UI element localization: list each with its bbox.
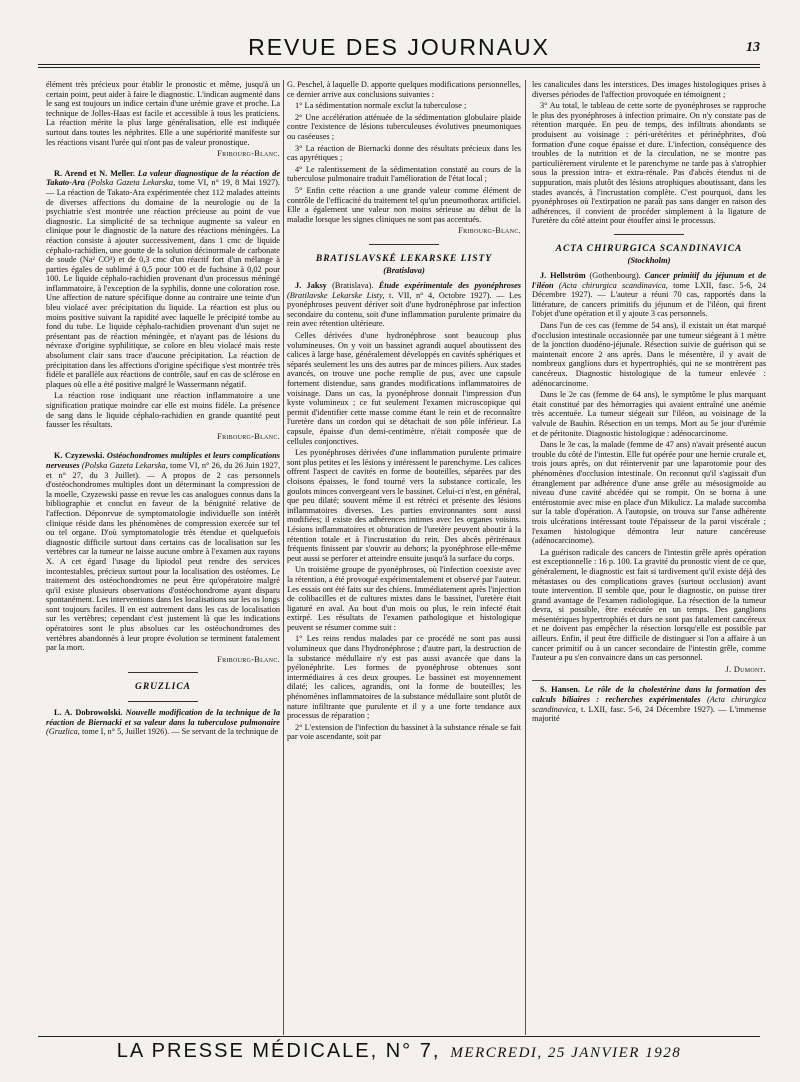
paragraph: 1° Les reins rendus malades par ce procédé ne sont pas aussi volumineux que dans l'hydronéphrose ; d'autre part, la destruction de la substance médullaire n'y est pas aussi avancée que dans la pyélonéphrite. Les formes de pyonéphrose obtenues sont intermédiaires à ces deux groupes. Le bassinet est moyennement dilaté; les calices, agrandis, ont la forme de bouteilles; les phénomènes inflammatoires de la substance médullaire sont plutôt de nature infiltrante que purulente et il y a une forte tendance aux processus de réparation ;	[287, 634, 521, 721]
article-source: (Bratilavske Lekarske Listy,	[287, 290, 385, 300]
author-signature: Fribourg-Blanc.	[217, 654, 280, 664]
paragraph: Les pyonéphroses dérivées d'une inflammation purulente primaire sont plus petites et les lésions y intéressent le parenchyme. Les calices offrent l'aspect de cavités en forme de bouteilles, séparées par des cloisons épaisses, le fond tourné vers la substance corticale, les goulots minces convergeant vers le bassinet. Celui-ci n'est, en général, que peu dilaté; souvent même il est rétréci et présente des lésions inflammatoires diverses. Les parties environnantes sont aussi modifiées; il existe des adhérences intimes avec les organes voisins. Lésions inflammatoires et obturation de l'uretère peuvent aboutir à la rétention totale et à l'incrustation du rein. Des abcès périrénaux fréquents finissent par s'ouvrir au dehors; la pyonéphrose elle-même peut aussi se perforer et atteindre ensuite jusqu'à la surface du corps.	[287, 448, 521, 563]
article-source: (Polska Gazeta Lekarska,	[81, 460, 168, 470]
paragraph: Dans le 3e cas, la malade (femme de 47 ans) n'avait présenté aucun trouble du côté de l'intestin. Elle fut opérée pour une hernie crurale et, trois jours après, on dut réintervenir par une laparotomie pour des phénomènes d'occlusion intestinale. On reconnut qu'il s'agissait d'un étranglement par adhérence d'une anse grêle au mésosigmoïde au niveau d'une cavité abcédée qui se rompit. On se borna à une entérostomie avec mise en place d'un Mikulicz. La malade succomba sur la table d'opération. A l'autopsie, on trouva sur l'anse adhérente trois ulcérations intéressant toute l'épaisseur de la paroi viscérale ; l'examen histologique démontra leur nature cancéreuse (adénocarcinome).	[532, 440, 766, 546]
paragraph: les canalicules dans les interstices. Des images histologiques prises à diverses périodes de l'affection provoquée en témoignent ;	[532, 80, 766, 99]
article-abstract	[287, 281, 521, 329]
article-author: R. Arend et N. Meller.	[54, 168, 135, 178]
journal-city: (Bratislava)	[383, 264, 425, 275]
paragraph: G. Peschel, à laquelle D. apporte quelques modifications personnelles, ce dernier arrive aux conclusions suivantes :	[287, 80, 521, 99]
article-author: L. A. Dobrowolski.	[54, 708, 123, 718]
running-title: REVUE DES JOURNAUX	[248, 34, 550, 60]
article-source: (Polska Gazeta Lekarska,	[87, 178, 176, 188]
paragraph: Dans le 2e cas (femme de 64 ans), le symptôme le plus marquant était constitué par des hémorragies qui avaient entraîné une anémie très accentuée. La tumeur siégeait sur l'iléon, au voisinage de la valvule de Bauhin. Résection en un temps. Mort au 5e jour d'urémie et de péritonite. Diagnostic histologique : adénocarcinome.	[532, 390, 766, 438]
article-source: (Acta chirurgica scandinavica,	[532, 695, 766, 714]
section-separator	[128, 701, 198, 702]
article-author: J. Hellström	[540, 271, 586, 281]
footer-journal: LA PRESSE MÉDICALE, N° 7,	[116, 1040, 441, 1062]
list-item: 2° Une accélération atténuée de la sédimentation globulaire plaide contre l'existence de lésions tuberculeuses évolutives pneumoniques ou caséeuses ;	[287, 112, 521, 141]
paragraph: élément très précieux pour établir le pronostic et même, jusqu'à un certain point, peut aider à faire le diagnostic. L'indican augmenté dans le sang est toujours un indice certain d'une urémie grave et proche. La technique de Jolles-Haas est facile et accessible à tous les praticiens. La réaction mérite la plus large généralisation, elle est indiquée surtout dans toutes les néphrites. Elle a une supériorité manifeste sur les réactions visant l'urée qui n'ont pas de valeur pronostique.	[46, 80, 280, 147]
article-body: tome LXII, fasc. 5-6, 24 Décembre 1927). — L'auteur a réuni 70 cas, rapportés dans la littérature, de cancers primitifs du jéjunum et de l'iléon, qui firent l'objet d'une opération et il y ajoute 3 cas personnels.	[532, 280, 767, 319]
section-separator	[128, 672, 198, 673]
article-source: (Gruzlica,	[46, 727, 80, 737]
footer-date: MERCREDI, 25 JANVIER 1928	[450, 1045, 682, 1061]
footer-rule	[38, 1036, 760, 1037]
section-separator	[614, 234, 684, 235]
article-title: Ostéochondromes multiples et leurs complications nerveuses	[46, 451, 280, 470]
column-divider	[525, 80, 526, 1035]
article-body: tome I, n° 5, Juillet 1926). — Se servant de la technique de	[81, 727, 279, 737]
article-body: tome VI, n° 26, du 26 Juin 1927, et n° 27, du 3 Juillet). — A propos de 2 cas personnels d'ostéochondromes multiples dont un déterminant la compression de la moelle, Czyzewski passe en revue les cas analogues connus dans la bibliographie et conclut en faveur de la bénignité relative de l'affection. Déponrvue de symptomatologie individuelle son intérêt clinique réside dans les phénomènes de compression exercée sur tel ou tel organe. D'où symptomatologie très étendue et quelquefois diagnostic difficile surtout dans certains cas de localisation sur les vertèbres car la tumeur ne laisse aucune ombre à l'examen aux rayons X. A cet égard l'usage du lipiodol peut rendre des services incontestables, précieux surtout pour la localisation des ostéomes. Le traitement des ostéochondromes ne peut être qu'opératoire malgré qu'il existe plusieurs observations d'ostéochondrome ayant disparu spontanément. Les interventions dans les localisations sur les os longs sont toujours faciles. Il en est autrement dans les cas de localisation sur les vertèbres; cependant c'est justement là que les indications opératoires sont le plus absolues car les ostéochondromes des vertèbres abandonnés à leur propre évolution se terminent fatalement par la mort.	[46, 460, 281, 653]
paragraph: 3° Au total, le tableau de cette sorte de pyonéphroses se rapproche le plus des pyonéphroses à infection primaire. On n'y constate pas de rétention marquée. En peu de temps, des infiltrats abondants se produisent au voisinage : péri-urétérites et périnéphrites, d'où formation d'une coque épaisse et dure. L'infection, conséquence des troubles de la nutrition et de la circulation, ne se montre pas particulièrement virulente et le parenchyme ne tarde pas à s'atrophier sous la pression intra- et extra-rénale. Pas d'abcès étendus ni de suppuration, mais plutôt des lésions atrophiques aboutissant, dans les stades avancés, à l'incrustation complète. C'est pourquoi, dans les pyonéphroses où l'extirpation ne paraît pas sans danger en raison des adhérences, il convient de procéder simplement à la ligature de l'uretère du côté atteint pour étouffer ainsi le processus.	[532, 101, 766, 226]
paragraph: La réaction rose indiquant une réaction inflammatoire a une signification pratique moindre car elle est moins fidèle. La présence de sang dans le liquide céphalo-rachidien en grande quantité peut fausser les résultats.	[46, 391, 280, 430]
header-rule	[38, 64, 760, 65]
article-abstract	[532, 685, 766, 723]
page-header	[38, 30, 760, 60]
author-signature: Fribourg-Blanc.	[217, 431, 280, 441]
page-footer	[38, 1040, 760, 1068]
page-number: 13	[746, 40, 760, 55]
article-abstract	[46, 451, 280, 652]
article-title: Nouvelle modification de la technique de la réaction de Biernacki et sa valeur dans la tuberculose pulmonaire	[46, 708, 281, 727]
column-2	[287, 80, 521, 744]
article-author: S. Hansen.	[540, 685, 580, 695]
article-body: t. VII, n° 4, Octobre 1927). — Les pyonéphroses peuvent dériver soit d'une hydronéphrose par infection secondaire du contenu, soit d'une inflammation purulente primaire du rein avec rétention ultérieure.	[287, 290, 522, 329]
list-item: 5° Enfin cette réaction a une grande valeur comme élément de contrôle de l'efficacité du traitement tel qu'un pneumothorax artificiel. Elle a également une valeur non moins sérieuse au début de la maladie lorsque les signes cliniques ne sont pas accentués.	[287, 185, 521, 224]
list-item: 4° Le ralentissement de la sédimentation constaté au cours de la tuberculose pulmonaire traduit l'amélioration de l'état local ;	[287, 164, 521, 184]
paragraph: 2° L'extension de l'infection du bassinet à la substance rénale se fait par voie ascendante, soit par	[287, 722, 521, 742]
journal-heading: GRUZLICA	[134, 682, 192, 693]
article-author: J. Jaksy	[295, 281, 327, 291]
article-title: La valeur diagnostique de la réaction de Takato-Ara	[46, 168, 281, 188]
section-separator	[532, 680, 766, 681]
column-3	[532, 80, 766, 726]
header-rule-double	[38, 67, 760, 68]
paragraph: Dans l'un de ces cas (femme de 54 ans), il existait un état marqué d'occlusion intestinale occasionnée par une tumeur siégeant à 1 mètre de la jonction duodéno-jéjunale. Résection suivie de guérison qui se maintenait encore 2 ans après. Dans le mésentère, il y avait de nombreux ganglions durs et hypertrophiés, qui ne se montrèrent pas cancéreux. Diagnostic histologique de la tumeur enlevée : adénocarcinome.	[532, 321, 766, 388]
section-separator	[369, 244, 439, 245]
article-author: K. Czyzewski.	[54, 451, 105, 461]
column-divider	[283, 80, 284, 1035]
journal-city: (Stockholm)	[627, 254, 671, 265]
article-abstract	[46, 169, 280, 390]
paragraph: Celles dérivées d'une hydronéphrose sont beaucoup plus volumineuses. On y voit un bassinet agrandi auquel aboutissent des calices à large base, généralement développés en cavités sphériques et séparés seulement les uns des autres par de minces piliers. Aux stades avancés, on trouve une poche remplie de pus, avec une capsule fortement distendue, sans grandes modifications inflammatoires de voisinage. Dans un cas, la pyonéphrose donnait l'impression d'un kyste volumineux ; ce fut seulement l'examen microscopique qui permit d'identifier cette masse comme étant le rein et de reconnaître l'uretère dans un cordon qui se détachait de son pôle inférieur. La capsule, épaisse d'un demi-centimètre, n'était composée que de cellules conjonctives.	[287, 331, 521, 446]
article-title: Étude expérimentale des pyonéphroses	[378, 281, 522, 291]
article-title: Cancer primitif du jéjunum et de l'iléon	[532, 271, 767, 290]
author-signature: Fribourg-Blanc.	[458, 226, 521, 236]
author-signature: Fribourg-Blanc.	[217, 149, 280, 159]
paragraph: La guérison radicale des cancers de l'intestin grêle après opération est exceptionnelle : 16 p. 100. La gravité du pronostic vient de ce que, généralement, le diagnostic est fait si tardivement qu'il existe déjà des métastases ou des complications graves (surtout occlusion) avant toute intervention. Il semble que, pour le diagnostic, on puisse tirer grand avantage de l'examen radiologique. La résection de la tumeur devra, si possible, être exécutée en un temps. Des ganglions mésentériques hypertrophiés et durs ne sont pas fatalement cancéreux et ne doivent pas empêcher la résection lorsqu'elle est possible par ailleurs. Enfin, il peut être difficile de distinguer si l'on a affaire à un cancer primitif ou à un cancer secondaire de l'intestin grêle, comme l'auteur a pu s'en convaincre dans un cas personnel.	[532, 547, 766, 663]
article-body: tome VI, n° 19, 8 Mai 1927). — La réaction de Takato-Ara expérimentée chez 112 malades atteints de diverses affections du domaine de la neurologie ou de la psychiatrie s'est montrée une réaction précieuse au point de vue diagnostic. La simplicité de sa technique augmente sa valeur en clinique pour le diagnostic de la nature des réactions méningées. La réaction consiste à ajouter successivement, dans 1 cmc de liquide céphalo-rachidien, une goutte de la solution décinormale de carbonate de soude (Na² CO³) et de 0,3 cmc d'un réactif fort d'un mélange à parties égales de sublimé à 0,5 pour 100 et de fuchsine à 0,02 pour 100. Le liquide céphalo-rachidien provenant d'un processus méningé inflammatoire, à l'exception de la syphilis, donne une coloration rose. Une affection de nature spécifique donne au contraire une teinte d'un bleu violacé avec précipitation du liquide. La réaction est plus ou moins positive suivant la rapidité avec laquelle le précipité tombe au fond du tube. Le liquide céphalo-rachidien provenant d'un sujet ne présentant pas de réaction méningée, et n'ayant pas de lésions du névraxe d'origine syphilitique, se colore en bleu violacé mais reste absolument clair sans trace d'aucune précipitation. La réaction de précipitation dans les affections d'origine spécifique s'est montrée très fidèle et parallèle aux réactions de contrôle, sauf en cas de sclérose en plaques où elle a été positive malgré le Wassermann négatif.	[46, 178, 281, 389]
article-abstract	[46, 708, 280, 737]
paragraph: Un troisième groupe de pyonéphroses, où l'infection coexiste avec la rétention, a été provoqué expérimentalement et observé par l'auteur. Les essais ont été faits sur des chiens. Immédiatement après l'injection de colibacilles et de cultures mixtes dans le bassinet, l'uretère était ligaturé en aval. Au bout d'un mois ou plus, le rein infecté était extirpé. Les résultats de l'examen pathologique et histologique peuvent se résumer comme suit :	[287, 565, 521, 632]
column-1	[46, 80, 280, 739]
article-abstract	[532, 271, 766, 319]
journal-heading: ACTA CHIRURGICA SCANDINAVICA	[555, 243, 743, 254]
article-body: t. LXII, fasc. 5-6, 24 Décembre 1927). — L'immense majorité	[532, 704, 767, 724]
author-affiliation: (Bratislava).	[332, 281, 374, 291]
author-signature: J. Dumont.	[725, 664, 766, 674]
article-title: Le rôle de la cholestérine dans la formation des calculs biliaires : recherches expérimentales	[532, 685, 766, 705]
list-item: 3° La réaction de Biernacki donne des résultats précieux dans les cas apyrétiques ;	[287, 143, 521, 163]
author-affiliation: (Gothenbourg).	[589, 271, 641, 281]
list-item: 1° La sédimentation normale exclut la tuberculose ;	[295, 101, 467, 111]
journal-heading: BRATISLAVSKÉ LEKARSKE LISTY	[315, 253, 493, 264]
article-source: (Acta chirurgica scandinavica,	[558, 280, 668, 290]
